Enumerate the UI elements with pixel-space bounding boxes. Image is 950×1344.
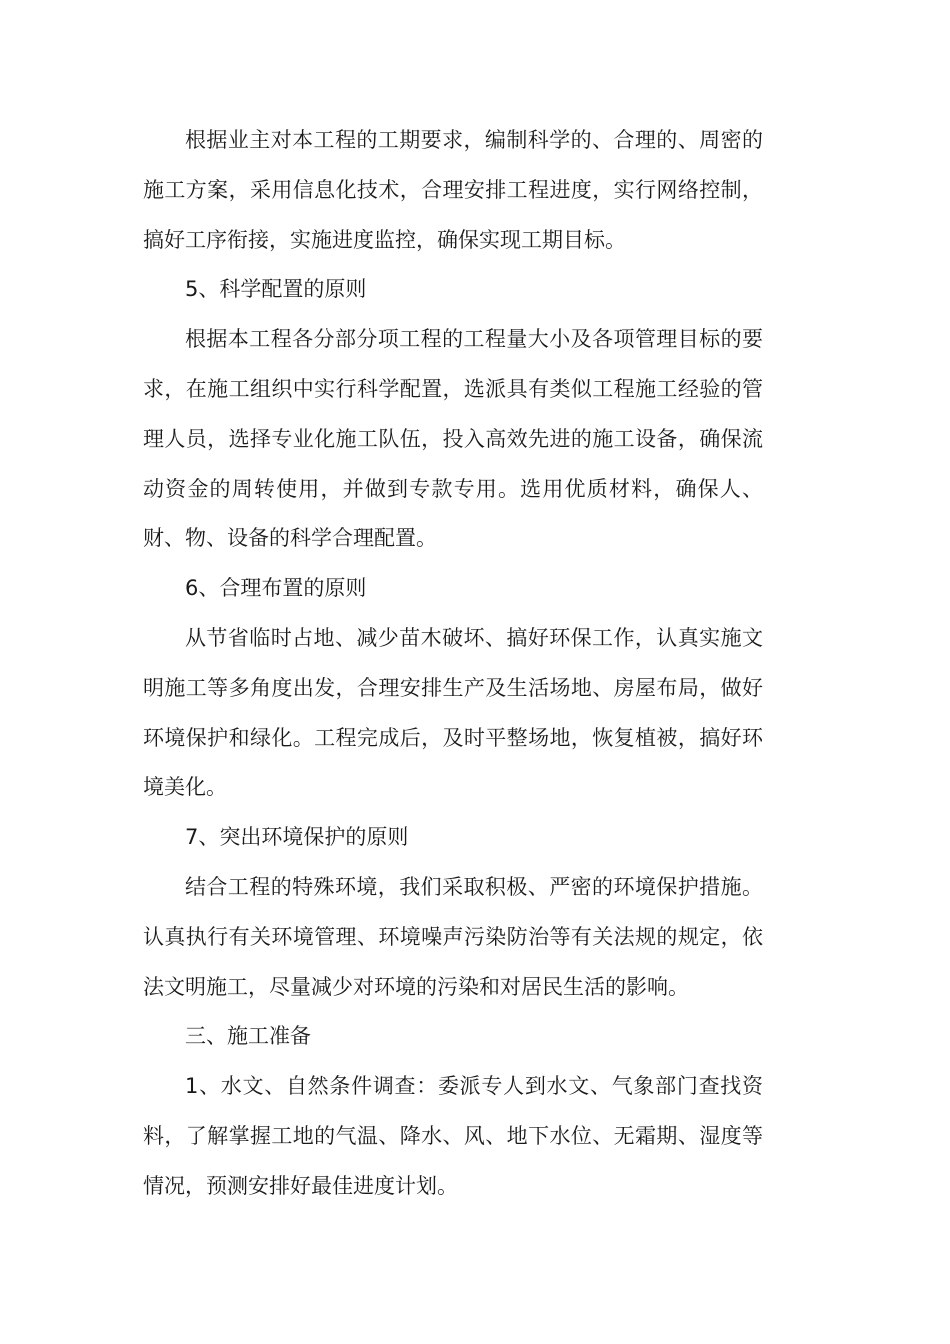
paragraph-schedule-goal: 根据业主对本工程的工期要求，编制科学的、合理的、周密的施工方案，采用信息化技术，合理安排工程进度，实行网络控制，搞好工序衔接，实施进度监控，确保实现工期目标。 [143,128,763,252]
paragraph-scientific-allocation: 根据本工程各分部分项工程的工程量大小及各项管理目标的要求，在施工组织中实行科学配置，选派具有类似工程施工经验的管理人员，选择专业化施工队伍，投入高效先进的施工设备，确保流动资金的周转使用，并做到专款专用。选用优质材料，确保人、财、物、设备的科学合理配置。 [143,327,763,551]
heading-scientific-allocation: 5、科学配置的原则 [185,277,367,302]
document-page [143,116,763,1212]
heading-environmental-protection: 7、突出环境保护的原则 [185,825,409,850]
paragraph-environmental-protection: 结合工程的特殊环境，我们采取积极、严密的环境保护措施。认真执行有关环境管理、环境噪声污染防治等有关法规的规定，依法文明施工，尽量减少对环境的污染和对居民生活的影响。 [143,874,763,999]
heading-reasonable-layout: 6、合理布置的原则 [185,576,367,601]
heading-construction-preparation: 三、施工准备 [185,1024,311,1049]
paragraph-reasonable-layout: 从节省临时占地、减少苗木破坏、搞好环保工作，认真实施文明施工等多角度出发，合理安排生产及生活场地、房屋布局，做好环境保护和绿化。工程完成后，及时平整场地，恢复植被，搞好环境美化。 [143,625,763,800]
paragraph-hydrology-survey: 1、水文、自然条件调查：委派专人到水文、气象部门查找资料，了解掌握工地的气温、降水、风、地下水位、无霜期、湿度等情况，预测安排好最佳进度计划。 [143,1074,763,1198]
